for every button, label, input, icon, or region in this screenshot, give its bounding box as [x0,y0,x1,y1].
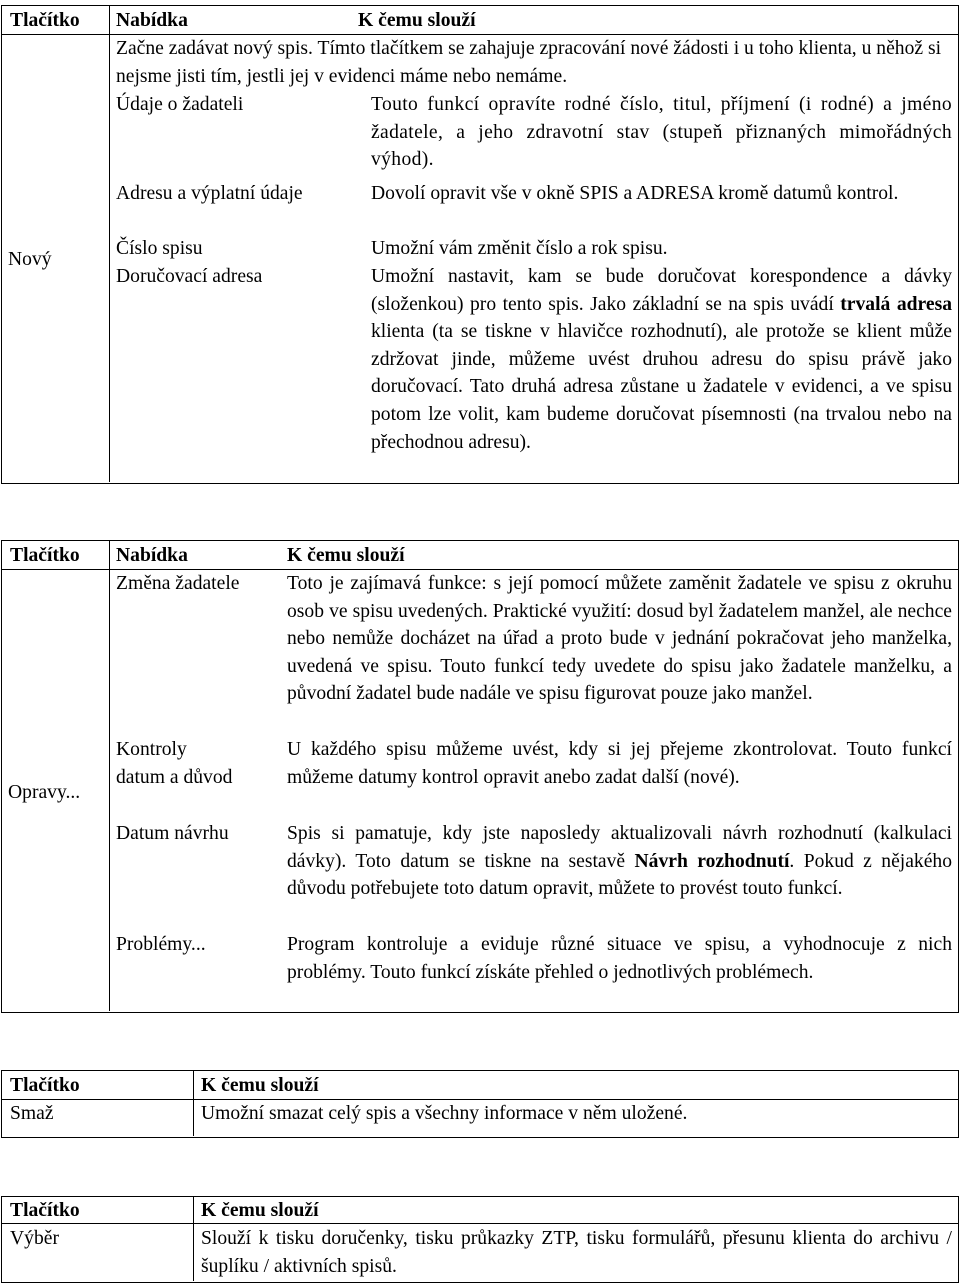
table-vyber [1,1196,959,1283]
menu-item-datum-navrhu: Datum návrhu [116,823,229,844]
header-button: Tlačítko [10,545,80,566]
menu-item-adresa: Adresu a výplatní údaje [116,183,303,204]
header-purpose: K čemu slouží [201,1200,319,1221]
col-divider [193,1197,194,1281]
col-divider [109,541,110,1011]
header-menu: Nabídka [116,10,188,31]
header-button: Tlačítko [10,10,80,31]
desc-vyber: Slouží k tisku doručenky, tisku průkazky ZTP, tisku formulářů, přesunu klienta do archivu / šuplíku / aktivních spisů. [201,1228,952,1277]
desc-datum-navrhu: Spis si pamatuje, kdy jste naposledy aktualizovali návrh rozhodnutí (kalkulaci dávky). Toto datum se tiskne na sestavě Návrh rozhodnutí. Pokud z nějakého důvodu potřebujete toto datum opravit, můžete to provést touto funkcí. [287,823,952,900]
menu-item-kontroly: Kontroly [116,739,187,760]
bold-trvala-adresa: trvalá adresa [840,293,952,315]
header-purpose: K čemu slouží [358,10,476,31]
col-divider [193,1071,194,1136]
desc-adresa: Dovolí opravit vše v okně SPIS a ADRESA kromě datumů kontrol. [371,183,899,204]
header-menu: Nabídka [116,545,188,566]
menu-item-cislo-spisu: Číslo spisu [116,238,203,259]
header-purpose: K čemu slouží [201,1075,319,1096]
menu-item-udaje-o-zadateli: Údaje o žadateli [116,94,244,115]
desc-smaz: Umožní smazat celý spis a všechny informace v něm uložené. [201,1103,688,1124]
header-button: Tlačítko [10,1200,80,1221]
menu-item-dorucovaci-adresa: Doručovací adresa [116,266,263,287]
desc-dorucovaci-adresa: Umožní nastavit, kam se bude doručovat korespondence a dávky (složenkou) pro tento spis. Jako základní se na spis uvádí trvalá adresa klienta (ta se tiskne v hlavičce rozhodnutí), ale protože se klient může zdržovat jinde, můžeme uvést druhou adresu do spisu právě jako doručovací. Tato druhá adresa zůstane u žadatele v evidenci, a ve spisu potom lze volit, kam budeme doručovat písemnosti (na trvalou nebo na přechodnou adresu). [371,266,952,453]
desc-cislo-spisu: Umožní vám změnit číslo a rok spisu. [371,238,668,259]
desc-kontroly: U každého spisu můžeme uvést, kdy si jej přejeme zkontrolovat. Touto funkcí můžeme datumy kontrol opravit anebo zadat další (nové). [287,739,952,788]
col-divider [109,6,110,482]
button-name-smaz: Smaž [10,1103,54,1124]
button-name-novy: Nový [8,249,52,270]
menu-item-zmena-zadatele: Změna žadatele [116,573,240,594]
header-button: Tlačítko [10,1075,80,1096]
header-divider [2,1223,958,1224]
table-opravy [1,540,959,1013]
table-smaz [1,1070,959,1138]
desc-zmena-zadatele: Toto je zajímavá funkce: s její pomocí můžete zaměnit žadatele ve spisu z okruhu osob ve spisu uvedených. Praktické využití: dosud byl žadatelem manžel, ale nechce nebo nemůže docházet na úřad a proto bude v jednání pokračovat jeho manželka, uvedená ve spisu. Touto funkcí tedy uvedete do spisu jako žadatele manželku, a původní žadatel bude nadále ve spisu figurovat pouze jako manžel. [287,573,952,705]
menu-item-problemy: Problémy... [116,934,206,955]
button-name-vyber: Výběr [10,1228,59,1249]
header-purpose: K čemu slouží [287,545,405,566]
button-name-opravy: Opravy... [8,782,81,803]
desc-udaje-o-zadateli: Touto funkcí opravíte rodné číslo, titul, příjmení (i rodné) a jméno žadatele, a jeho zdravotní stav (stupeň přiznaných mimořádných výhod). [371,94,952,171]
table-novy [1,5,959,484]
desc-problemy: Program kontroluje a eviduje různé situace ve spisu, a vyhodnocuje z nich problémy. Touto funkcí získáte přehled o jednotlivých problémech. [287,934,952,983]
menu-item-datum-a-duvod: datum a důvod [116,767,233,788]
bold-navrh-rozhodnuti: Návrh rozhodnutí [634,850,790,872]
intro-text: Začne zadávat nový spis. Tímto tlačítkem se zahajuje zpracování nové žádosti i u toho klienta, u něhož si nejsme jisti tím, jestli jej v evidenci máme nebo nemáme. [116,38,942,87]
